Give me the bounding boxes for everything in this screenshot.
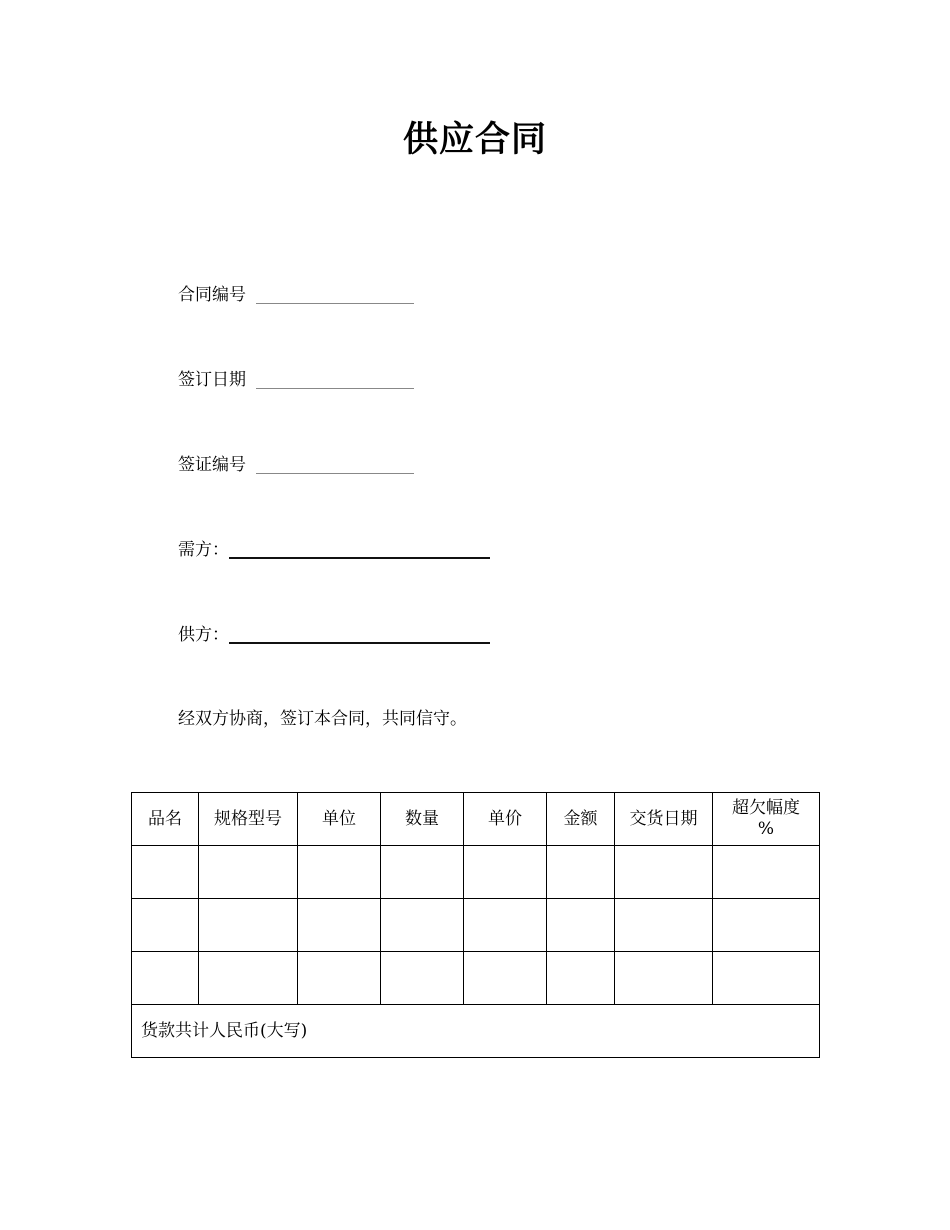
table-cell[interactable]	[464, 899, 547, 952]
contract-number-label: 合同编号	[178, 285, 246, 305]
table-cell[interactable]	[199, 899, 298, 952]
header-delivery-date: 交货日期	[615, 793, 713, 846]
table-cell[interactable]	[615, 952, 713, 1005]
table-cell[interactable]	[547, 952, 615, 1005]
supplier-label: 供方：	[178, 625, 229, 645]
table-row	[132, 846, 820, 899]
header-tolerance-line1: 超欠幅度	[732, 798, 800, 818]
table-cell[interactable]	[298, 846, 381, 899]
header-unit-price: 单价	[464, 793, 547, 846]
header-product-name: 品名	[132, 793, 199, 846]
supplier-field	[178, 623, 490, 647]
buyer-label: 需方：	[178, 540, 229, 560]
table-cell[interactable]	[464, 846, 547, 899]
goods-table	[131, 792, 820, 1058]
header-tolerance-line2: %	[757, 819, 775, 839]
header-unit: 单位	[298, 793, 381, 846]
contract-number-blank[interactable]	[256, 285, 414, 304]
visa-number-label: 签证编号	[178, 455, 246, 475]
header-amount: 金额	[547, 793, 615, 846]
header-spec-model: 规格型号	[199, 793, 298, 846]
table-cell[interactable]	[713, 899, 820, 952]
table-cell[interactable]	[298, 899, 381, 952]
table-cell[interactable]	[199, 952, 298, 1005]
table-header-row	[132, 793, 820, 846]
header-tolerance	[713, 793, 820, 846]
visa-number-field	[178, 453, 414, 477]
table-cell[interactable]	[464, 952, 547, 1005]
document-title: 供应合同	[402, 120, 547, 160]
total-amount-label[interactable]: 货款共计人民币(大写)	[132, 1005, 820, 1058]
signing-date-label: 签订日期	[178, 370, 246, 390]
signing-date-blank[interactable]	[256, 370, 414, 389]
table-row	[132, 952, 820, 1005]
table-cell[interactable]	[615, 899, 713, 952]
table-cell[interactable]	[132, 846, 199, 899]
supplier-blank[interactable]	[229, 624, 490, 644]
table-cell[interactable]	[132, 952, 199, 1005]
intro-text: 经双方协商，签订本合同，共同信守。	[178, 709, 467, 729]
table-cell[interactable]	[132, 899, 199, 952]
table-cell[interactable]	[713, 846, 820, 899]
table-cell[interactable]	[199, 846, 298, 899]
table-cell[interactable]	[298, 952, 381, 1005]
table-cell[interactable]	[381, 952, 464, 1005]
visa-number-blank[interactable]	[256, 455, 414, 474]
signing-date-field	[178, 368, 414, 392]
table-cell[interactable]	[381, 899, 464, 952]
table-cell[interactable]	[615, 846, 713, 899]
table-total-row	[132, 1005, 820, 1058]
buyer-blank[interactable]	[229, 539, 490, 559]
table-cell[interactable]	[547, 899, 615, 952]
table-row	[132, 899, 820, 952]
table-cell[interactable]	[713, 952, 820, 1005]
table-cell[interactable]	[547, 846, 615, 899]
buyer-field	[178, 538, 490, 562]
table-cell[interactable]	[381, 846, 464, 899]
contract-number-field	[178, 283, 414, 307]
header-quantity: 数量	[381, 793, 464, 846]
